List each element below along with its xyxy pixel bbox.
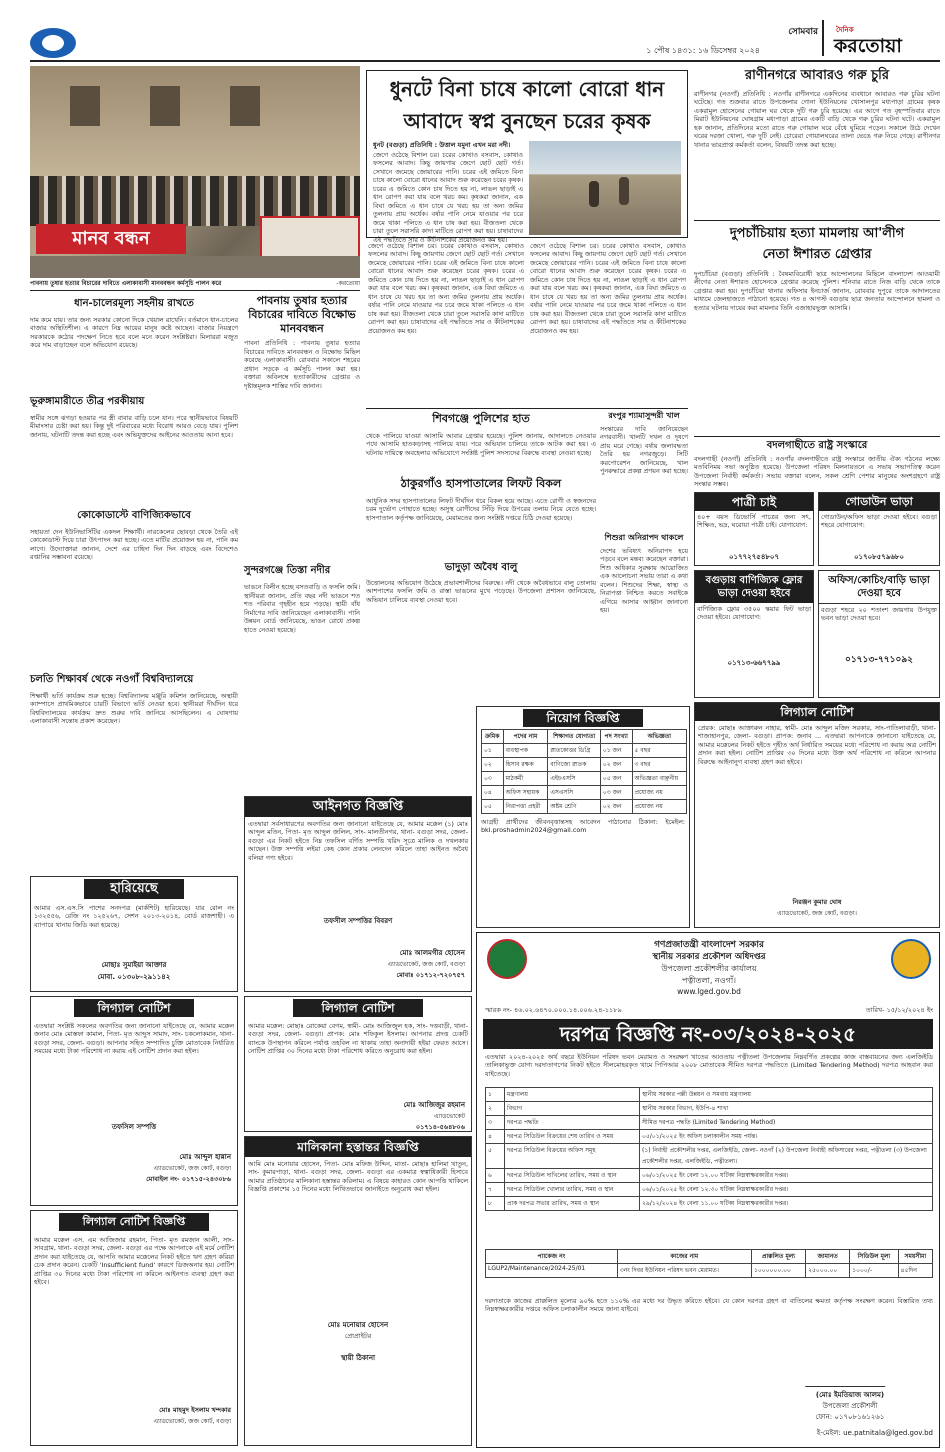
notice-body: আমার মক্কেল: মোছাঃ রোকেয়া বেগম, স্বামী- মোঃ আজিজুল হক, সাং- দত্তবাড়ী, থানা- বগুড়া সদর, জেলা- বগুড়া। প্রাপক: মোঃ শফিকুল ইসলাম। আপনার প্রদত্ত চেকটি ব্যাংকে উপস্থাপন করিলে পর্যাপ্ত তহবিল না থাকায় তাহা অনাদায়ী হইয়া ফেরত আসে। নোটিশ প্রাপ্তির ৩০ দিনের মধ্যে টাকা পরিশোধ করিতে অনুরোধ করা হইল। xyxy=(248,1022,468,1056)
notice-signer-role: এ্যাডভোকেট, জজ কোর্ট, বগুড়া। xyxy=(777,910,857,917)
table-cell: প্রযোজ্য নয় xyxy=(632,800,686,814)
tender-work-table xyxy=(485,1249,933,1278)
arrest-story xyxy=(694,224,940,434)
divider xyxy=(694,436,940,437)
lead-body-continued-2: জেগে ওঠেছে বিশাল চর। চরের কোথাও বসবাস, কোথাও ফসলের আবাদ। কিছু জায়গায় জেগে ছোট ছোট গর্ত। সেখানে জমেছে জোয়ারের পানি। চরের এই জমিতে বিনা চাষে কালো বোরো ধানের আবাদ শুরু করেছেন চরের কৃষক। চরের এ জমিতে কোন চাষ দিতে হয় না, লাঙল ছাড়াই এ ধান রোপণ করা যায় বলে খরচ কম। কৃষকরা জানান, এক বিঘা জমিতে এ ধান চাষে যে খরচ হয় তা অন্য জমির তুলনায় প্রায় অর্ধেক। বর্ষার পানি নেমে যাওয়ার পর চরে জমে থাকা পলিতে এ ধান চাষ করা হয়। বীজতলা থেকে চারা তুলে সরাসরি কাদা মাটিতে রোপণ করা হয়। চাষাবাদের এই পদ্ধতিতে সার ও কীটনাশকের প্রয়োজনও কম হয়। xyxy=(530,242,686,335)
notice-title: লিগ্যাল নোটিশ বিজ্ঞপ্তি xyxy=(59,1213,209,1231)
table-cell: দরপত্র পদ্ধতি xyxy=(505,1116,640,1130)
story-body: স্বামীর সঙ্গে ঝগড়া হওয়ার পর স্ত্রী বাবার বাড়ি চলে যান। পরে স্থানীয়ভাবে বিষয়টি মীমাংসার চেষ্টা করা হয়। কিন্তু দুই পরিবারের মধ্যে বিরোধ আরও বেড়ে যায়। পুলিশ জানায়, ঘটনাটি তদন্ত করা হচ্ছে এবং অভিযুক্তদের আইনের আওতায় আনা হবে। xyxy=(30,414,238,439)
table-cell: ০৪ xyxy=(482,786,504,800)
notice-signer-role: এ্যাডভোকেট, জজ কোর্ট, বগুড়া xyxy=(387,961,465,968)
table-row xyxy=(482,744,687,758)
table-row xyxy=(482,772,687,786)
table-cell: ১০০০০০০.০০ xyxy=(751,1264,805,1278)
notice-phone: মোবাঃ ০১৭১২-৭২০৭৫৭ xyxy=(396,971,465,979)
tender-date: তারিখ- ১৫/১২/২০২৪ ইং xyxy=(865,1006,933,1014)
tender-header-1: গণপ্রজাতন্ত্রী বাংলাদেশ সরকার xyxy=(654,940,764,950)
page-number-badge xyxy=(30,28,76,58)
classified-phone: ০১৭৭২৭৫৪৮০৭ xyxy=(728,553,780,561)
farmer-photo xyxy=(529,141,681,235)
legal-notice-bottom-left-2 xyxy=(30,1210,238,1446)
table-cell: প্রযোজ্য নয় xyxy=(632,786,686,800)
tender-signer-role: উপজেলা প্রকৌশলী xyxy=(822,1402,878,1410)
notice-signer-role: এ্যাডভোকেট xyxy=(434,1113,465,1120)
table-row xyxy=(482,758,687,772)
table-cell: দরপত্র সিডিউল দাখিলের তারিখ, সময় ও স্থান xyxy=(505,1169,640,1183)
story-body: বদলগাছী (নওগাঁ) প্রতিনিধি : নওগাঁর বদলগাছীতে রাষ্ট্র সংস্কারে জাতীয় ঐক্য গঠনের লক্ষ্যে মতবিনিময় সভা অনুষ্ঠিত হয়েছে। উপজেলা পরিষদ মিলনায়তনে এ সভায় সভাপতিত্ব করেন উপজেলা নির্বাহী কর্মকর্তা। সভায় বক্তারা বলেন, সকল শ্রেণি পেশার মানুষের অংশগ্রহণে রাষ্ট্র সংস্কার সম্ভব। xyxy=(694,455,940,489)
table-header: সময়সীমা xyxy=(898,1250,932,1264)
tender-website[interactable]: www.lged.gov.bd xyxy=(677,987,741,996)
story-headline: ঠাকুরগাঁও হাসপাতালের লিফট বিকল xyxy=(400,477,562,490)
table-cell: LGUP2/Maintenance/2024-25/01 xyxy=(486,1264,618,1278)
story-body: শিক্ষার্থী ভর্তি কার্যক্রম শুরু হচ্ছে। বিশ্ববিদ্যালয় মঞ্জুরি কমিশন জানিয়েছে, অস্থায়ী ক্যাম্পাসে প্রাথমিকভাবে চারটি বিভাগে ভর্তি নেওয়া হবে। স্থানীয়রা দীর্ঘদিন ধরে বিশ্ববিদ্যালয়ের কার্যক্রম দ্রুত শুরুর দাবি জানিয়ে আসছিলেন। এ ঘোষণায় এলাকাবাসী সন্তোষ প্রকাশ করেছেন। xyxy=(30,692,238,726)
table-cell: ০২ জন xyxy=(600,800,632,814)
tender-header-2: স্থানীয় সরকার প্রকৌশল অধিদপ্তর xyxy=(652,952,766,962)
table-cell: ১ xyxy=(486,1088,505,1102)
notice-footer: আগ্রহী প্রার্থীদের জীবনবৃত্তান্তসহ আবেদন পাঠানোর ঠিকানা: ইমেইল: bkl.proshadmin2024@gmail.com xyxy=(481,818,685,835)
center-story xyxy=(600,410,688,530)
center-story xyxy=(600,532,688,692)
masthead-date: ১ পৌষ ১৪৩১: ১৬ ডিসেম্বর ২০২৪ xyxy=(646,46,760,55)
table-cell: ৩ xyxy=(486,1116,505,1130)
table-header: পদ সংখ্যা xyxy=(600,730,632,744)
lead-byline: ধুনট (বগুড়া) প্রতিনিধি : উত্তাল যমুনা এখন মরা নদী। xyxy=(373,141,511,149)
table-header: ক্রমিক xyxy=(482,730,504,744)
table-cell: হিসাব রক্ষক xyxy=(503,758,548,772)
notice-body: আমি মোঃ মনোয়ার হোসেন, পিতা- মোঃ মফিজ উদ্দিন, মাতা- মোছাঃ হালিমা খাতুন, সাং- কুমারপাড়া, থানা- বগুড়া সদর, জেলা- বগুড়া এর একমাত্র স্বত্বাধিকারী হিসাবে আমার প্রতিষ্ঠানের মালিকানা হস্তান্তর করিলাম। এ বিষয়ে কাহারও কোন আপত্তি থাকিলে বিজ্ঞপ্তি প্রকাশের ১৫ দিনের মধ্যে লিখিতভাবে জানাইতে অনুরোধ করা হইল। xyxy=(248,1160,468,1194)
table-cell: ০২ জন xyxy=(600,758,632,772)
table-cell: ০৬/০১/২০২৫ ইং বেলা ১২.৩০ ঘটিকা নিম্নস্বাক্ষরকারীর দপ্তর। xyxy=(640,1183,933,1197)
notice-signer: মোঃ আলমগীর হোসেন xyxy=(399,949,465,957)
table-row xyxy=(486,1144,933,1169)
table-cell: স্নাতকোত্তর ডিগ্রি xyxy=(548,744,601,758)
story-body: সংস্কারের দাবি জানিয়েছেন নগরবাসী। খালটি দখল ও দূষণে প্রায় মরে গেছে। বর্ষায় জলাবদ্ধতা তৈরি হয় নগরজুড়ে। সিটি করপোরেশন জানিয়েছে, খাল পুনরুদ্ধারে প্রকল্প প্রণয়ন করা হচ্ছে। xyxy=(600,425,688,476)
story-headline: কোকোডাস্টে বাণিজ্যিকভাবে xyxy=(77,510,191,521)
tender-info-table xyxy=(485,1087,933,1211)
notice-signer: নিরঞ্জন কুমার ঘোষ xyxy=(792,898,842,906)
legal-notice-bottom-left xyxy=(30,996,238,1206)
classified-phone: ০১৭১৩-৭৭১০৯২ xyxy=(844,655,914,665)
table-cell: বিভাগ xyxy=(505,1102,640,1116)
tender-signer: (মোঃ ইমতিয়াজ আলম) xyxy=(815,1391,885,1399)
table-cell: স্থানীয় সরকার পল্লী উন্নয়ন ও সমবায় মন্ত্রণালয় xyxy=(640,1088,933,1102)
table-row xyxy=(486,1088,933,1102)
notice-body: আমার এস.এস.সি পাশের সনদপত্র (মার্কশিট) হারিয়েছে। যার রোল নং ১৩২৫৫৬, রেজি নং ১২৫২৬৭, সেশন ২০১৩-২০১৪, বোর্ড রাজশাহী। এ ব্যাপারে থানায় জিডি করা হয়েছে। xyxy=(34,904,234,929)
notice-signer: মোঃ মনোয়ার হোসেন xyxy=(327,1321,389,1329)
photo-caption: পাবনায় তুষার হত্যার বিচারের দাবিতে এলাকাবাসী মানববন্ধন কর্মসূচি পালন করে xyxy=(30,280,222,287)
table-cell: ৮ xyxy=(486,1197,505,1211)
table-cell: ০১ জন xyxy=(600,744,632,758)
table-cell: স্থানীয় সরকার বিভাগ, ইউপি-৪ শাখা xyxy=(640,1102,933,1116)
story-headline: ধান-চালেরমূল্য সহনীয় রাখতে xyxy=(74,298,194,309)
divider xyxy=(366,408,688,409)
table-cell: ০৩ xyxy=(482,772,504,786)
tender-notes: দরদাতাকে কাজের প্রাক্কলিত মূল্যের ৯০% হতে ১১০% এর মধ্যে দর উদ্ধৃত করিতে হইবে। যে কোন দরপত্র গ্রহণ বা বাতিলের ক্ষমতা কর্তৃপক্ষ সংরক্ষণ করেন। বিস্তারিত তথ্য নিম্নস্বাক্ষরকারীর দপ্তরে অফিস চলাকালীন সময়ে জানা যাইবে। xyxy=(485,1297,933,1314)
table-header: প্যাকেজ নং xyxy=(486,1250,618,1264)
table-cell: ব্যবস্থাপক xyxy=(503,744,548,758)
notice-signer: মোঃ আজিজুর রহমান xyxy=(403,1101,465,1109)
table-row xyxy=(482,800,687,814)
table-cell: ০৫/০১/২০২৫ ইং অফিস চলাকালীন সময় পর্যন্ত। xyxy=(640,1130,933,1144)
story-body: ভাঙনে বিলীন হচ্ছে বসতবাড়ি ও ফসলি জমি। স্থানীয়রা জানান, প্রতি বছর নদী ভাঙনে শত শত পরিবার গৃহহীন হয়ে পড়ছে। স্থায়ী বাঁধ নির্মাণের দাবি জানিয়েছেন এলাকাবাসী। পানি উন্নয়ন বোর্ড জানিয়েছে, ভাঙন রোধে প্রকল্প হাতে নেওয়া হয়েছে। xyxy=(244,583,360,634)
table-cell: দরপত্র সিডিউল খোলার তারিখ, সময় ও স্থান xyxy=(505,1183,640,1197)
masthead-divider xyxy=(822,20,824,56)
table-cell: ২৯/১২/২০২৪ ইং বেলা ১১.০০ ঘটিকা নিম্নস্বাক্ষরকারীর দপ্তর। xyxy=(640,1197,933,1211)
table-cell: সীমিত দরপত্র পদ্ধতি (Limited Tendering Method) xyxy=(640,1116,933,1130)
table-row xyxy=(486,1197,933,1211)
table-cell: ০৩ জন xyxy=(600,786,632,800)
classified-title: অফিস/কোচিং/বাড়ি ভাড়া দেওয়া হবে xyxy=(819,571,939,604)
lead-body-continued: জেগে ওঠেছে বিশাল চর। চরের কোথাও বসবাস, কোথাও ফসলের আবাদ। কিছু জায়গায় জেগে ছোট ছোট গর্ত। সেখানে জমেছে জোয়ারের পানি। চরের এই জমিতে বিনা চাষে কালো বোরো ধানের আবাদ শুরু করেছেন চরের কৃষক। চরের এ জমিতে কোন চাষ দিতে হয় না, লাঙল ছাড়াই এ ধান রোপণ করা যায় বলে খরচ কম। কৃষকরা জানান, এক বিঘা জমিতে এ ধান চাষে যে খরচ হয় তা অন্য জমির তুলনায় প্রায় অর্ধেক। বর্ষার পানি নেমে যাওয়ার পর চরে জমে থাকা পলিতে এ ধান চাষ করা হয়। বীজতলা থেকে চারা তুলে সরাসরি কাদা মাটিতে রোপণ করা হয়। চাষাবাদের এই পদ্ধতিতে সার ও কীটনাশকের প্রয়োজনও কম হয়। xyxy=(368,242,524,335)
masthead-rule xyxy=(30,60,940,62)
signature-mark xyxy=(805,1369,889,1387)
table-cell: ৩নং দিবর ইউনিয়ন পরিষদ ভবন মেরামত। xyxy=(617,1264,751,1278)
lead-story-box xyxy=(366,70,688,244)
table-row xyxy=(486,1169,933,1183)
table-row xyxy=(486,1264,933,1278)
table-header: প্রাক্কলিত মূল্য xyxy=(751,1250,805,1264)
notice-signer: মোঃ মাহমুদ ইসলাম খন্দকার xyxy=(159,1406,231,1414)
table-header: শিক্ষাগত যোগ্যতা xyxy=(548,730,601,744)
legal-notice-bottom-mid xyxy=(244,996,472,1132)
classified-body: বগুড়া শহরে ২০ শতাংশ জায়গায় উপযুক্ত ভবন ভাড়া দেওয়া হবে। xyxy=(821,606,937,623)
paper-name-logo: করতোয়া xyxy=(834,35,902,57)
table-cell: অফিস সহায়ক xyxy=(503,786,548,800)
center-story xyxy=(366,410,596,560)
notice-phone: মোবা. ০১৩০৮-২৯১১৪২ xyxy=(97,973,171,981)
table-header: জামানত xyxy=(806,1250,850,1264)
table-cell: অষ্টম শ্রেণি xyxy=(548,800,601,814)
recruitment-table xyxy=(481,729,687,814)
tender-header-3: উপজেলা প্রকৌশলীর কার্যালয় xyxy=(661,964,757,973)
classified-title: পাত্রী চাই xyxy=(695,493,813,511)
table-row xyxy=(486,1102,933,1116)
window-shape xyxy=(70,86,100,126)
notice-body: এতদ্বারা সর্বসাধারণের অবগতির জন্য জানানো যাইতেছে যে, আমার মক্কেল (১) মোঃ আব্দুল মতিন, পিতা- মৃত আব্দুল জলিল, সাং- মালতীনগর, থানা- বগুড়া সদর, জেলা- বগুড়া এর নিকট হইতে নিম্ন তফসিল বর্ণিত সম্পত্তি খরিদ সূত্রে মালিক ও দখলকার আছেন। উক্ত সম্পত্তি লইয়া কেহ কোন প্রকার লেনদেন করিলে তাহা আইনত অবৈধ বলিয়া গণ্য হইবে। xyxy=(248,820,468,862)
lead-headline-1: ধুনটে বিনা চাষে কালো বোরো ধান xyxy=(389,77,665,101)
notice-signer: মোছাঃ সুমাইয়া আক্তার xyxy=(101,961,167,969)
notice-title: আইনগত বিজ্ঞপ্তি xyxy=(245,797,471,817)
table-header: সিডিউল মূল্য xyxy=(850,1250,898,1264)
table-cell: বাণিজ্যে স্নাতক xyxy=(548,758,601,772)
divider xyxy=(30,290,360,291)
story-body: রাণীনগর (নওগাঁ) প্রতিনিধি : নওগাঁর রাণীনগরে একদিনের ব্যবধানে আবারও গরু চুরির ঘটনা ঘটেছে। গত শুক্রবার রাতে উপজেলার গোনা ইউনিয়নের খোসালপুর মধ্যপাড়া গ্রামের কৃষক একরামুল হোসেনের গোয়াল ঘর থেকে দুটি গরু চুরি হয়েছে। এর আগে গত বৃহস্পতিবার রাতে মিরাট ইউনিয়নের ঘোষগ্রাম মধ্যপাড়া গ্রামের একটি বাড়ি থেকে গরু চুরির ঘটনা ঘটে। একরামুল হক জানান, প্রতিদিনের মতো রাতে গরু গোয়াল ঘরে বেঁধে ঘুমিয়ে পড়েন। সকালে উঠে দেখেন ঘরের দরজা খোলা, গরু দুটি নেই। চোরেরা গোয়ালঘরের তালা ভেঙে গরু নিয়ে গেছে। রাণীনগর থানার ভারপ্রাপ্ত কর্মকর্তা বলেন, বিষয়টি তদন্ত করা হচ্ছে। xyxy=(694,90,940,149)
table-cell: ২ xyxy=(486,1102,505,1116)
tender-memo: স্মারক নং- ৪৬.০২.৬৪৭০.০০০.১৪.০০৬.২৪-১১৮৯ xyxy=(485,1006,622,1014)
notice-body: প্রেরক: মোছাঃ আক্তারুন নাহার, স্বামী- মোঃ আব্দুল মজিদ সরকার, সাং-পাতিলাবাড়ী, থানা- শাজাহানপুর, জেলা- বগুড়া। প্রাপক: জনাব ... এতদ্বারা আপনাকে জানানো যাইতেছে যে, আমার মক্কেলের নিকট হইতে গৃহীত অর্থ নির্ধারিত সময়ের মধ্যে পরিশোধ না করায় অত্র নোটিশ প্রদান করা হইল। নোটিশ প্রাপ্তির ৩০ দিনের মধ্যে উক্ত অর্থ পরিশোধ না করিলে আপনার বিরুদ্ধে আইনানুগ ব্যবস্থা গ্রহণ করা হইবে। xyxy=(698,724,936,766)
notice-signer-role: এ্যাডভোকেট, জজ কোর্ট, বগুড়া xyxy=(153,1165,231,1172)
classified-office xyxy=(818,570,940,698)
tender-email[interactable]: ই-মেইল: ue.patnitala@lged.gov.bd xyxy=(816,1429,933,1437)
table-cell: ০২ xyxy=(482,758,504,772)
rally-banner-right xyxy=(260,216,360,258)
tender-header-4: পত্নীতলা, নওগাঁ। xyxy=(681,976,737,985)
building-shape xyxy=(30,66,360,186)
notice-signer-role: প্রোপ্রাইটর xyxy=(344,1332,372,1340)
story-body: উত্তোলনের অভিযোগ উঠেছে প্রভাবশালীদের বিরুদ্ধে। নদী থেকে অবৈধভাবে বালু তোলায় আশপাশের ফসলি জমি ও রাস্তা ভাঙনের মুখে পড়েছে। উপজেলা প্রশাসন জানিয়েছে, অভিযান চালিয়ে ব্যবস্থা নেওয়া হবে। xyxy=(366,579,596,604)
table-cell: দরপত্র সিডিউল বিক্রয়ের শেষ তারিখ ও সময় xyxy=(505,1130,640,1144)
tender-notice xyxy=(476,932,940,1448)
table-cell: ৪ xyxy=(486,1130,505,1144)
table-row xyxy=(486,1130,933,1144)
story-headline: বদলগাছীতে রাষ্ট্র সংস্কারে xyxy=(766,440,868,451)
story-headline: রাণীনগরে আবারও গরু চুরি xyxy=(744,68,889,83)
legal-ad-notice xyxy=(244,796,472,992)
story-headline: সুন্দরগঞ্জে তিস্তা নদীর xyxy=(244,565,331,577)
notice-title: মালিকানা হস্তান্তর বিজ্ঞপ্তি xyxy=(245,1137,471,1157)
table-header: পদের নাম xyxy=(503,730,548,744)
masthead-day: সোমবার xyxy=(788,27,818,37)
masthead xyxy=(0,0,945,60)
table-cell: ৬ xyxy=(486,1169,505,1183)
address-title: স্থায়ী ঠিকানা xyxy=(340,1354,376,1362)
story-body: দেশের ভবিষ্যৎ অনিরাপদ হয়ে পড়বে বলে মন্তব্য করেছেন বক্তারা। শিশু অধিকার সুরক্ষায় আয়োজিত এক আলোচনা সভায় তারা এ কথা বলেন। শিশুদের শিক্ষা, স্বাস্থ্য ও নিরাপত্তা নিশ্চিত করতে সবাইকে এগিয়ে আসার আহ্বান জানানো হয়। xyxy=(600,547,688,615)
rally-banner: মানব বন্ধন xyxy=(36,224,186,254)
table-cell: (১) নির্বাহী প্রকৌশলীর দপ্তর, এলজিইডি, জেলা- নওগাঁ (২) উপজেলা নির্বাহী অফিসারের দপ্তর, পত্নীতলা (৩) উপজেলা প্রকৌশলীর দপ্তর, এলজিইডি, পত্নীতলা। xyxy=(640,1144,933,1169)
rally-photo xyxy=(30,66,360,278)
street-shape xyxy=(30,256,360,278)
story-headline: ভূরুঙ্গামারীতে তীব্র পরকীয়ায় xyxy=(30,396,145,407)
story-body: থেকে পালিয়ে যাওয়া আসামি আবার গ্রেপ্তার হয়েছে। পুলিশ জানায়, আদালতে নেওয়ার পথে আসামি হাতকড়াসহ পালিয়ে যায়। পরে অভিযান চালিয়ে তাকে আটক করা হয়। এ ঘটনায় দায়িত্বে অবহেলার অভিযোগে সংশ্লিষ্ট পুলিশ সদস্যদের বিরুদ্ধে ব্যবস্থা নেওয়া হচ্ছে। xyxy=(366,432,596,457)
notice-phone: মোবাইল নং- ০১৭১৫-২৪৩০৮৬ xyxy=(146,1175,231,1183)
classified-godown xyxy=(818,492,940,566)
classified-phone: ০১৭১৩-৬৬৭৭৯৯ xyxy=(727,659,781,667)
story-headline: পাবনায় তুষার হত্যার বিচারের দাবিতে বিক্ষোভ মানববন্ধন xyxy=(248,294,356,335)
table-cell: অভিজ্ঞতা বাঞ্ছনীয় xyxy=(632,772,686,786)
table-cell: প্রাক দরপত্র সভার তারিখ, সময় ও স্থান xyxy=(505,1197,640,1211)
notice-title: লিগ্যাল নোটিশ xyxy=(74,999,194,1017)
story-headline: চলতি শিক্ষাবর্ষ থেকে নওগাঁ বিশ্ববিদ্যালয়ে xyxy=(30,674,194,685)
story-body: দাম কমে যায়। তার জন্য সরকার কোনো দিকে খেয়াল রাখেনি। বর্তমানে ধান-চালের বাজার অস্থিতিশীল। এ কারণে নিম্ন আয়ের মানুষ কষ্টে আছেন। বাজার নিয়ন্ত্রণে সরকারকে কঠোর পদক্ষেপ নিতে হবে বলে মনে করেন সংশ্লিষ্টরা। মিলাররা মজুত করে দাম বাড়াচ্ছেন বলে অভিযোগ রয়েছে। xyxy=(30,316,238,350)
legal-notice-right xyxy=(694,702,940,928)
tender-signer-phone: ফোন: ০১৭০৮১৬১২৬১ xyxy=(815,1413,885,1421)
lead-body: জেগে ওঠেছে বিশাল চর। চরের কোথাও বসবাস, কোথাও ফসলের আবাদ। কিছু জায়গায় জেগে ছোট ছোট গর্ত। সেখানে জমেছে জোয়ারের পানি। চরের এই জমিতে বিনা চাষে কালো বোরো ধানের আবাদ শুরু করেছেন চরের কৃষক। চরের এ জমিতে কোন চাষ দিতে হয় না, লাঙল ছাড়াই এ ধান রোপণ করা যায় বলে খরচ কম। কৃষকরা জানান, এক বিঘা জমিতে এ ধান চাষে যে খরচ হয় তা অন্য জমির তুলনায় প্রায় অর্ধেক। বর্ষার পানি নেমে যাওয়ার পর চরে জমে থাকা পলিতে এ ধান চাষ করা হয়। বীজতলা থেকে চারা তুলে সরাসরি কাদা মাটিতে রোপণ করা হয়। চাষাবাদের এই পদ্ধতিতে সার ও কীটনাশকের প্রয়োজনও কম হয়। xyxy=(373,151,523,244)
story-body: দুপচাঁচিয়া (বগুড়া) প্রতিনিধি : বৈষম্যবিরোধী ছাত্র আন্দোলনের মিছিলে বাংলাদেশ আওয়ামী লীগের নেতা ঈশারত হোসেনকে গ্রেপ্তার করেছে পুলিশ। শনিবার রাতে নিজ বাড়ি থেকে তাকে গ্রেপ্তার করা হয়। দুপচাঁচিয়া থানার অফিসার ইনচার্জ জানান, রোববার দুপুরে তাকে আদালতের মাধ্যমে জেলহাজতে পাঠানো হয়েছে। গত ৪ আগস্ট বগুড়ায় ছাত্র জনতার আন্দোলনে হামলা ও হত্যার ঘটনায় দায়ের করা মামলার তিনি এজাহারভুক্ত আসামি। xyxy=(694,270,940,312)
window-shape xyxy=(230,86,260,126)
recruitment-notice xyxy=(476,706,690,928)
classified-body: বাণিজ্যিক ফ্লোর ৩৫০০ স্কয়ার ফিট ভাড়া দেওয়া হইবে। যোগাযোগ: xyxy=(697,605,811,622)
story-body: আধুনিক সদর হাসপাতালের লিফট দীর্ঘদিন ধরে বিকল হয়ে আছে। এতে রোগী ও স্বজনদের চরম দুর্ভোগ পোহাতে হচ্ছে। অসুস্থ রোগীদের সিঁড়ি দিয়ে উপরের তলায় নিয়ে যেতে হচ্ছে। হাসপাতাল কর্তৃপক্ষ জানিয়েছে, মেরামতের জন্য সংশ্লিষ্ট দপ্তরে চিঠি দেওয়া হয়েছে। xyxy=(366,497,596,522)
notice-signer-role: এ্যাডভোকেট, জজ কোর্ট, বগুড়া xyxy=(153,1418,231,1425)
story-body: সহায়তা দেন ইউনিভার্সিটির একদল শিক্ষার্থী। নারকেলের ছোবড়া থেকে তৈরি এই কোকোডাস্ট দিয়ে চারা উৎপাদন করা হচ্ছে। এতে মাটির প্রয়োজন হয় না, পানি কম লাগে। উদ্যোক্তারা জানান, দেশে এর চাহিদা দিন দিন বাড়ছে এবং বিদেশেও রপ্তানির সম্ভাবনা রয়েছে। xyxy=(30,528,238,562)
tender-intro: এতদ্বারা ২০২৪-২০২৫ অর্থ বছরে ইউনিয়ন পরিষদ ভবন মেরামত ও সংরক্ষণ খাতের আওতায় পত্নীতলা উপজেলায় নিম্নবর্ণিত প্রকল্পের কাজ বাস্তবায়নের জন্য এলজিইডি তালিকাভুক্ত যোগ্য দরদাতাগণের নিকট হইতে সীলমোহরকৃত খামে পিপিআর ২০০৮ মোতাবেক সীমিত দরপত্র পদ্ধতিতে (Limited Tendering Method) দরপত্র আহবান করা যাইতেছে। xyxy=(485,1053,933,1078)
table-cell: ৫ বছর xyxy=(632,744,686,758)
classified-phone: ০১৭০৮৫৭৯৬৮০ xyxy=(853,553,905,561)
govt-logo xyxy=(487,939,527,979)
story-headline: দুপচাঁচিয়ায় হত্যা মামলায় আ'লীগ xyxy=(729,226,905,241)
story-headline: শিবগঞ্জে পুলিশের হাত xyxy=(432,412,530,425)
window-shape xyxy=(150,86,180,126)
table-cell: ০১ xyxy=(482,744,504,758)
tender-title: দরপত্র বিজ্ঞপ্তি নং-০৩/২০২৪-২০২৫ xyxy=(483,1019,933,1049)
photo-credit: -করতোয়া xyxy=(336,280,360,287)
notice-phone: ০১৭১৪-৫৬৪৮০৬ xyxy=(415,1123,465,1131)
left-column xyxy=(30,294,238,864)
table-header: কাজের নাম xyxy=(617,1250,751,1264)
story-headline: নেতা ঈশারত গ্রেপ্তার xyxy=(762,247,872,262)
classified-title: গোডাউন ভাড়া xyxy=(819,493,939,511)
table-cell: ০৫ জন xyxy=(600,772,632,786)
classified-body: গোডাউন/অফিস ভাড়া দেওয়া হইবে। বগুড়া শহরে যোগাযোগ: xyxy=(821,513,937,530)
notice-title: নিয়োগ বিজ্ঞপ্তি xyxy=(523,709,643,727)
table-row xyxy=(486,1116,933,1130)
table-cell: এইচএসসি xyxy=(548,772,601,786)
center-story xyxy=(366,560,596,620)
classified-title: বগুড়ায় বাণিজ্যিক ফ্লোর ভাড়া দেওয়া হইবে xyxy=(695,571,813,603)
lost-notice xyxy=(30,876,238,992)
paper-name-small: দৈনিক xyxy=(836,26,854,34)
table-cell: ০৬/০১/২০২৫ ইং বেলা ১২.০০ ঘটিকা নিম্নস্বাক্ষরকারীর দপ্তর। xyxy=(640,1169,933,1183)
notice-body: আমার মক্কেল এস. এম আজিজার রহমান, পিতা- মৃত রমজান আলী, সাং- সাবগ্রাম, থানা- বগুড়া সদর, জেলা- বগুড়া এর পক্ষে আপনাকে এই মর্মে নোটিশ প্রদান করা যাইতেছে যে, আপনি আমার মক্কেলের নিকট হইতে ঋণ গ্রহণ করিয়া চেক প্রদান করেন। চেকটি 'Insufficient fund' কারণে ডিজঅনার হয়। নোটিশ প্রাপ্তির ৩০ দিনের মধ্যে টাকা পরিশোধ না করিলে আইনগত ব্যবস্থা গ্রহণ করা হইবে। xyxy=(34,1236,234,1287)
table-cell: ৪৫দিন xyxy=(898,1264,932,1278)
table-cell: ৭ xyxy=(486,1183,505,1197)
table-cell: দরপত্র সিডিউল বিক্রয়ের অফিস সমূহ xyxy=(505,1144,640,1169)
table-cell: ১০০০/- xyxy=(850,1264,898,1278)
classified-body: ৪০+ বয়স ডিভোর্সি পাত্রের জন্য সৎ, শিক্ষিত, ভদ্র, ঘরোয়া পাত্রী চাই। যোগাযোগ: xyxy=(697,513,811,530)
classified-shop xyxy=(694,570,814,698)
notice-title: লিগ্যাল নোটিশ xyxy=(695,703,939,721)
table-cell: ০৫ xyxy=(482,800,504,814)
story-headline: শিশুরা অনিরাপদ থাকলে xyxy=(604,533,684,542)
table-cell: এসএসসি xyxy=(548,786,601,800)
mid-column xyxy=(244,294,360,864)
notice-signer: মোঃ আব্দুল হান্নান xyxy=(179,1153,231,1161)
right-story xyxy=(694,66,940,218)
table-cell: ২৫০০০.০০ xyxy=(806,1264,850,1278)
table-cell: ৩ বছর xyxy=(632,758,686,772)
divider xyxy=(694,220,940,221)
schedule-title: তফসীল সম্পত্তির বিবরণ xyxy=(323,917,393,925)
lged-logo xyxy=(891,939,931,979)
notice-body: এতদ্বারা সংশ্লিষ্ট সকলের অবগতির জন্য জানানো যাইতেছে যে, আমার মক্কেল জনাব মোঃ মোস্তফা কামাল, পিতা- মৃত আব্দুস সামাদ, সাং- চকলোকমান, থানা- বগুড়া সদর, জেলা- বগুড়া। আপনার সহিত সম্পাদিত চুক্তি মোতাবেক নির্ধারিত সময়ের মধ্যে টাকা পরিশোধ না করায় এই নোটিশ প্রদান করা হইল। xyxy=(34,1022,234,1056)
ownership-notice xyxy=(244,1136,472,1446)
table-cell: মাঠকর্মী xyxy=(503,772,548,786)
table-row xyxy=(486,1183,933,1197)
classified-patri xyxy=(694,492,814,566)
notice-title: লিগ্যাল নোটিশ xyxy=(293,999,423,1017)
story-headline: রংপুর শ্যামাসুন্দরী খাল xyxy=(608,411,680,420)
table-cell: ৫ xyxy=(486,1144,505,1169)
table-header: অভিজ্ঞতা xyxy=(632,730,686,744)
reform-story xyxy=(694,438,940,488)
schedule-title: তফসিল সম্পত্তি xyxy=(111,1123,157,1131)
table-cell: নিরাপত্তা প্রহরী xyxy=(503,800,548,814)
table-cell: মন্ত্রণালয় xyxy=(505,1088,640,1102)
story-headline: ভাদুড়া অবৈধ বালু xyxy=(444,562,518,573)
story-body: পাবনা প্রতিনিধি : পাবনায় তুষার হত্যার বিচারের দাবিতে মানববন্ধন ও বিক্ষোভ মিছিল করেছে এলাকাবাসী। রোববার সকালে শহরের প্রধান সড়কে এ কর্মসূচি পালন করা হয়। বক্তারা অবিলম্বে হত্যাকারীদের গ্রেপ্তার ও দৃষ্টান্তমূলক শাস্তির দাবি জানান। xyxy=(244,339,360,390)
table-row xyxy=(482,786,687,800)
notice-title: হারিয়েছে xyxy=(84,879,184,899)
lead-headline-2: আবাদে স্বপ্ন বুনছেন চরের কৃষক xyxy=(403,109,651,133)
